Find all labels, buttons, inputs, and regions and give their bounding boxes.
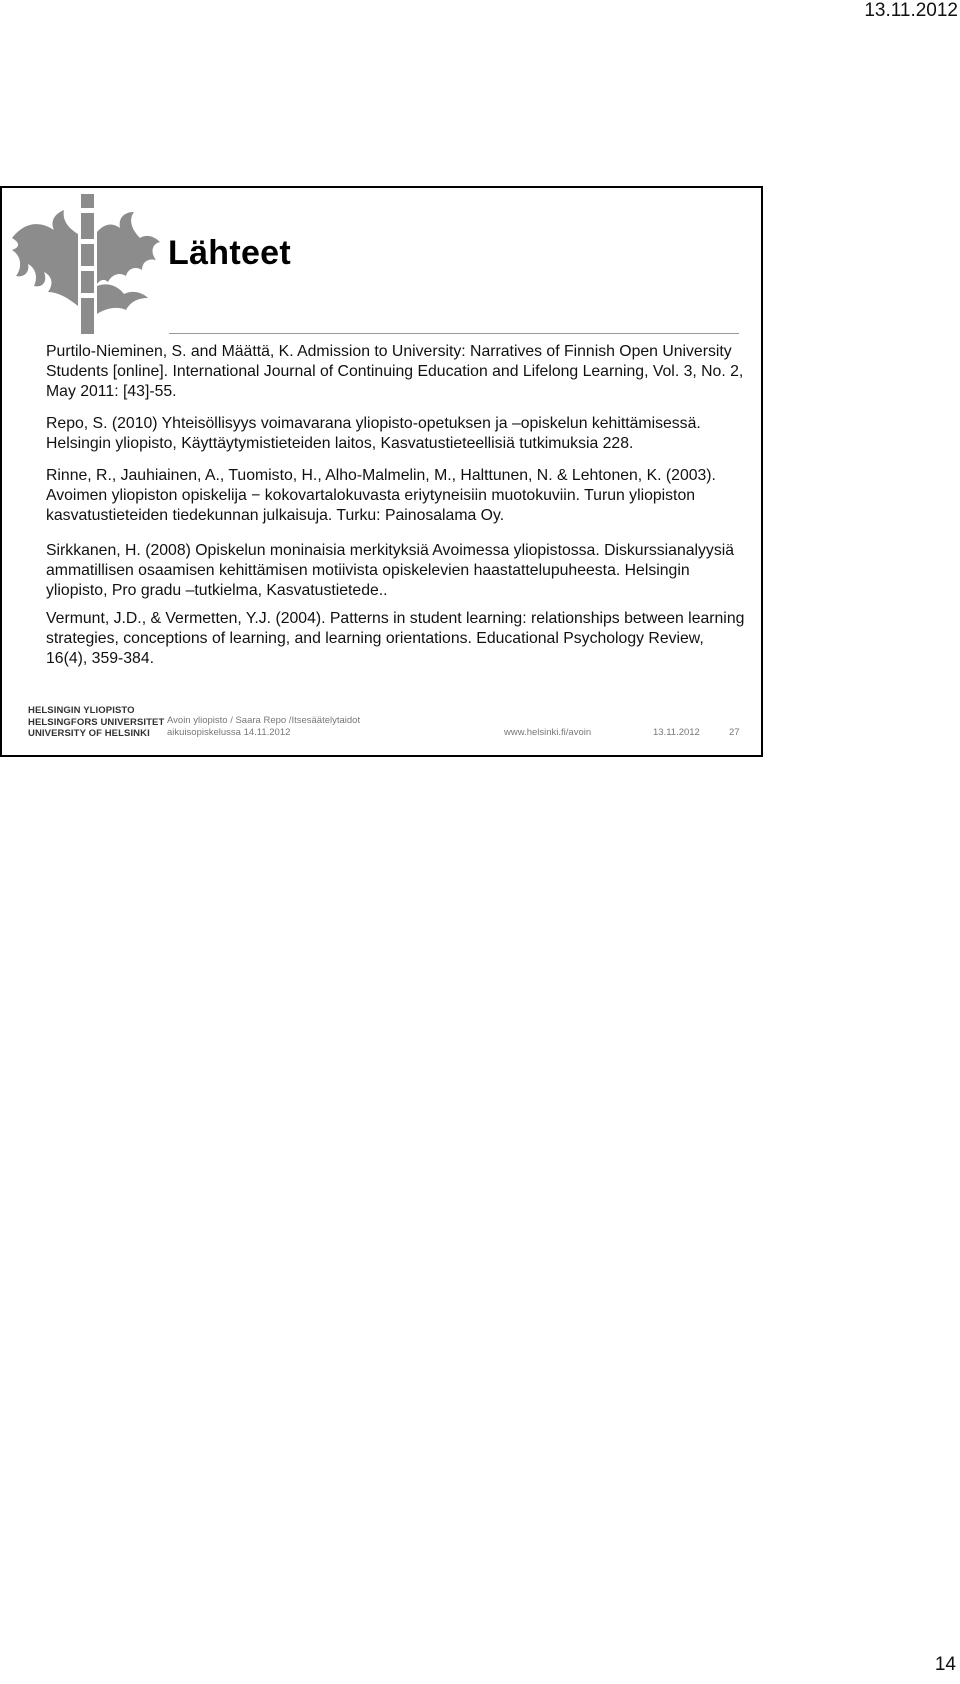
reference-item: Repo, S. (2010) Yhteisöllisyys voimavarana yliopisto-opetuksen ja –opiskelun kehittämisessä. Helsingin yliopisto, Käyttäytymistieteiden laitos, Kasvatustieteellisiä tutkimuksia 228.: [46, 415, 701, 452]
reference-item: Sirkkanen, H. (2008) Opiskelun moninaisia merkityksiä Avoimessa yliopistossa. Diskurssianalyysiä ammatillisen osaamisen kehittämisen motiivista opiskelevien haastattelupuheesta. Helsingin yliopisto, Pro gradu –tutkielma, Kasvatustietede..: [46, 542, 735, 599]
footer-course-line: Avoin yliopisto / Saara Repo /Itsesäätelytaidot: [167, 715, 361, 726]
reference-item: Purtilo-Nieminen, S. and Määttä, K. Admission to University: Narratives of Finnish Open University Students [online]. International Journal of Continuing Education and Lifelong Learning, Vol. 3, No. 2, May 2011: [43]-55.: [46, 343, 744, 400]
footer-university-name: [28, 705, 164, 740]
footer-url: www.helsinki.fi/avoin: [504, 727, 592, 738]
footer-slide-number: 27: [729, 727, 740, 738]
reference-list: [46, 342, 746, 681]
page-date: 13.11.2012: [864, 0, 958, 21]
page-number: 14: [934, 1654, 956, 1675]
university-flame-logo-icon: [8, 194, 166, 334]
reference-item: Rinne, R., Jauhiainen, A., Tuomisto, H., Alho-Malmelin, M., Halttunen, N. & Lehtonen, K. (2003). Avoimen yliopiston opiskelija − kokovartalokuvasta eriytyneisiin muotokuviin. Turun yliopiston kasvatustieteiden tiedekunnan julkaisuja. Turku: Painosalama Oy.: [46, 467, 716, 524]
footer-course-line: aikuisopiskelussa 14.11.2012: [167, 727, 291, 738]
reference-item: Vermunt, J.D., & Vermetten, Y.J. (2004). Patterns in student learning: relationships between learning strategies, conceptions of learning, and learning orientations. Educational Psychology Review, 16(4), 359-384.: [46, 610, 745, 667]
university-name-line: HELSINGIN YLIOPISTO: [28, 705, 135, 716]
university-name-line: HELSINGFORS UNIVERSITET: [28, 716, 165, 728]
footer-course: [167, 715, 360, 739]
title-divider: [169, 333, 739, 334]
slide: [0, 186, 763, 757]
footer-date: 13.11.2012: [653, 727, 700, 738]
university-name-line: UNIVERSITY OF HELSINKI: [28, 728, 150, 739]
slide-title: Lähteet: [168, 234, 292, 272]
